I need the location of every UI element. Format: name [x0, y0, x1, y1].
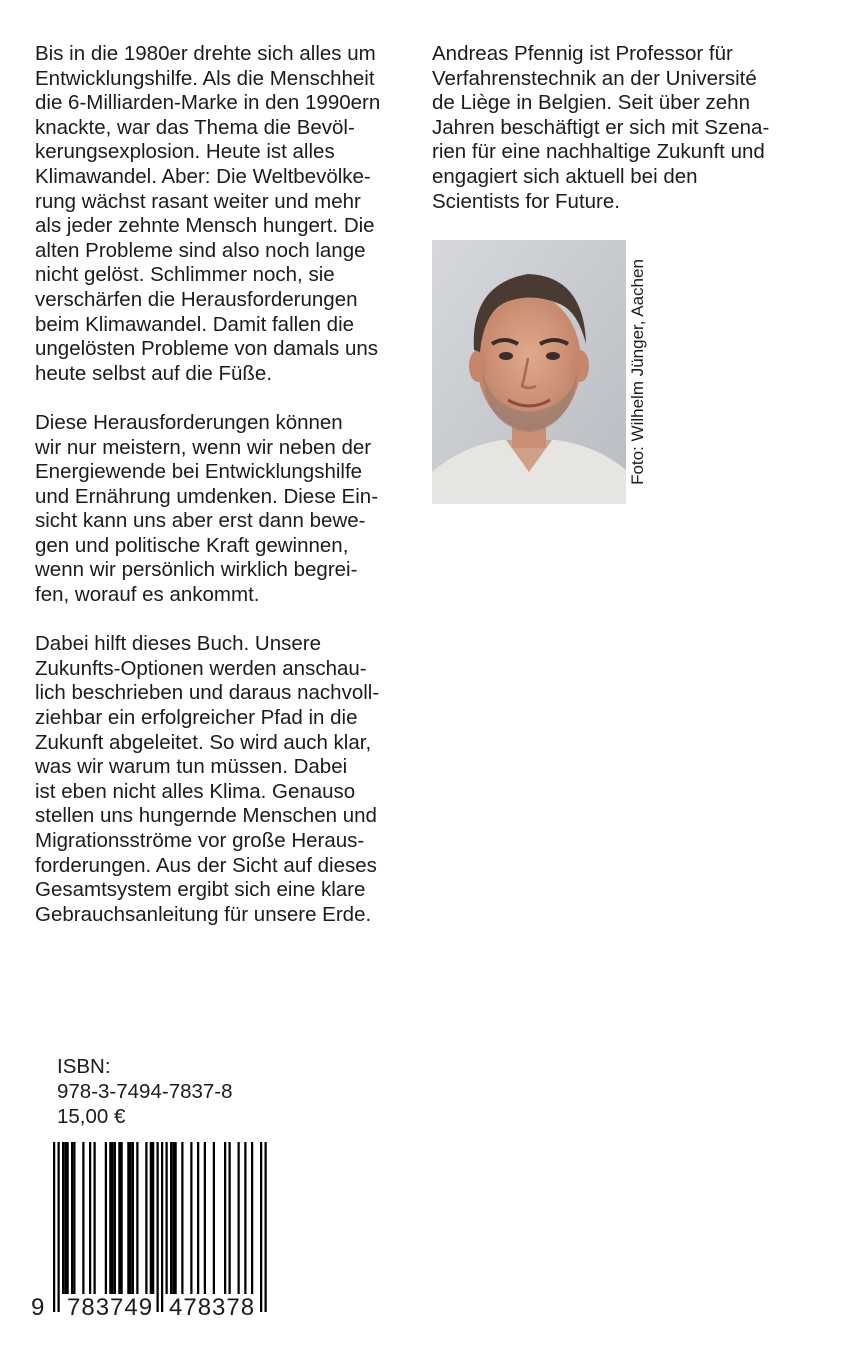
barcode-left-digits: 783749 — [67, 1294, 154, 1321]
blurb-line: Gesamtsystem ergibt sich eine klare — [35, 878, 366, 902]
isbn-number: 978-3-7494-7837-8 — [57, 1080, 233, 1103]
barcode-bar — [229, 1142, 231, 1294]
blurb-line: als jeder zehnte Mensch hungert. Die — [35, 214, 375, 238]
barcode-bar — [190, 1142, 192, 1294]
barcode-bar — [112, 1142, 114, 1294]
blurb-line: Gebrauchsanleitung für unsere Erde. — [35, 902, 372, 926]
photo-credit-text: Foto: Wilhelm Jünger, Aachen — [628, 259, 647, 485]
blurb-line: Entwicklungshilfe. Als die Menschheit — [35, 66, 375, 90]
barcode-bar — [71, 1142, 73, 1294]
author-bio — [432, 42, 822, 214]
barcode-bar — [89, 1142, 91, 1294]
barcode-bar — [105, 1142, 107, 1294]
blurb-line: ist eben nicht alles Klima. Genauso — [35, 779, 356, 803]
blurb-paragraph-1 — [35, 42, 415, 386]
blurb-line: Zukunft abgeleitet. So wird auch klar, — [35, 730, 372, 754]
barcode-bar — [152, 1142, 154, 1294]
barcode-bar — [161, 1142, 163, 1312]
blurb-line: heute selbst auf die Füße. — [35, 361, 273, 385]
author-photo — [432, 240, 626, 504]
barcode-bar — [166, 1142, 168, 1294]
barcode-bar — [145, 1142, 147, 1294]
barcode-bar — [127, 1142, 129, 1294]
author-portrait-graphic — [432, 240, 626, 504]
blurb-line: nicht gelöst. Schlimmer noch, sie — [35, 263, 335, 287]
blurb-line: fen, worauf es ankommt. — [35, 583, 260, 607]
blurb-line: und Ernährung umdenken. Diese Ein- — [35, 484, 379, 508]
barcode-bar — [224, 1142, 226, 1294]
barcode-bar — [82, 1142, 84, 1294]
barcode-bar — [197, 1142, 199, 1294]
barcode-bar — [58, 1142, 60, 1312]
blurb-line: Zukunfts-Optionen werden anschau- — [35, 656, 367, 680]
blurb-line: forderungen. Aus der Sicht auf dieses — [35, 853, 377, 877]
barcode-bar — [175, 1142, 177, 1294]
blurb-line: beim Klimawandel. Damit fallen die — [35, 312, 355, 336]
barcode-bar — [114, 1142, 116, 1294]
barcode-bar — [251, 1142, 253, 1294]
barcode-bar — [204, 1142, 206, 1294]
bio-line: engagiert sich aktuell bei den — [432, 164, 698, 188]
barcode-bar — [94, 1142, 96, 1294]
barcode-bar — [64, 1142, 66, 1294]
bio-line: Jahren beschäftigt er sich mit Szena- — [432, 115, 770, 139]
barcode-bar — [136, 1142, 138, 1294]
barcode-bar — [213, 1142, 215, 1294]
blurb-line: Bis in die 1980er drehte sich alles um — [35, 42, 376, 65]
barcode-bar — [118, 1142, 120, 1294]
barcode-bar — [172, 1142, 174, 1294]
barcode — [31, 1142, 276, 1322]
barcode-bar — [265, 1142, 267, 1312]
blurb-line: wenn wir persönlich wirklich begrei- — [35, 558, 358, 582]
bio-line: rien für eine nachhaltige Zukunft und — [432, 140, 765, 164]
blurb-line: rung wächst rasant weiter und mehr — [35, 189, 361, 213]
blurb-line: kerungsexplosion. Heute ist alles — [35, 140, 335, 164]
isbn-label: ISBN: — [57, 1055, 111, 1078]
blurb-line: alten Probleme sind also noch lange — [35, 238, 366, 262]
barcode-bar — [73, 1142, 75, 1294]
blurb-line: sicht kann uns aber erst dann bewe- — [35, 509, 366, 533]
blurb-line: stellen uns hungernde Menschen und — [35, 804, 377, 828]
barcode-bar — [67, 1142, 69, 1294]
bio-line: Andreas Pfennig ist Professor für — [432, 42, 733, 65]
barcode-bars — [31, 1142, 276, 1312]
blurb-line: Klimawandel. Aber: Die Weltbevölke- — [35, 164, 371, 188]
barcode-digits — [31, 1294, 276, 1322]
isbn-block — [57, 1054, 233, 1129]
barcode-bar — [121, 1142, 123, 1294]
barcode-bar — [109, 1142, 111, 1294]
barcode-bar — [260, 1142, 262, 1312]
barcode-bar — [150, 1142, 152, 1294]
blurb-line: verschärfen die Herausforderungen — [35, 287, 358, 311]
blurb-line: Energiewende bei Entwicklungshilfe — [35, 460, 363, 484]
barcode-bar — [132, 1142, 134, 1294]
bio-line: Verfahrenstechnik an der Université — [432, 66, 757, 90]
blurb-line: ziehbar ein erfolgreicher Pfad in die — [35, 706, 358, 730]
blurb-line: Diese Herausforderungen können — [35, 410, 343, 434]
blurb-line: wir nur meistern, wenn wir neben der — [35, 435, 372, 459]
blurb-line: Dabei hilft dieses Buch. Unsere — [35, 632, 322, 656]
blurb-line: ungelösten Probleme von damals uns — [35, 337, 379, 361]
photo-credit — [627, 240, 649, 504]
bio-line: Scientists for Future. — [432, 189, 620, 213]
barcode-right-digits: 478378 — [169, 1294, 256, 1321]
blurb-line: die 6-Milliarden-Marke in den 1990ern — [35, 91, 381, 115]
bio-line: de Liège in Belgien. Seit über zehn — [432, 91, 750, 115]
barcode-bar — [53, 1142, 55, 1312]
blurb-line: was wir warum tun müssen. Dabei — [35, 755, 348, 779]
blurb-paragraph-2 — [35, 411, 415, 608]
blurb-line: Migrationsströme vor große Heraus- — [35, 829, 365, 852]
barcode-bar — [181, 1142, 183, 1294]
blurb-line: lich beschrieben und daraus nachvoll- — [35, 681, 380, 705]
blurb-paragraph-3 — [35, 632, 415, 927]
blurb-text — [35, 42, 415, 952]
barcode-bar — [238, 1142, 240, 1294]
blurb-line: gen und politische Kraft gewinnen, — [35, 533, 349, 557]
blurb-line: knackte, war das Thema die Bevöl- — [35, 115, 355, 139]
price: 15,00 € — [57, 1105, 126, 1128]
barcode-bar — [62, 1142, 64, 1294]
barcode-bar — [130, 1142, 132, 1294]
barcode-bar — [157, 1142, 159, 1312]
barcode-bar — [244, 1142, 246, 1294]
barcode-bar — [170, 1142, 172, 1294]
barcode-first-digit: 9 — [31, 1294, 46, 1321]
